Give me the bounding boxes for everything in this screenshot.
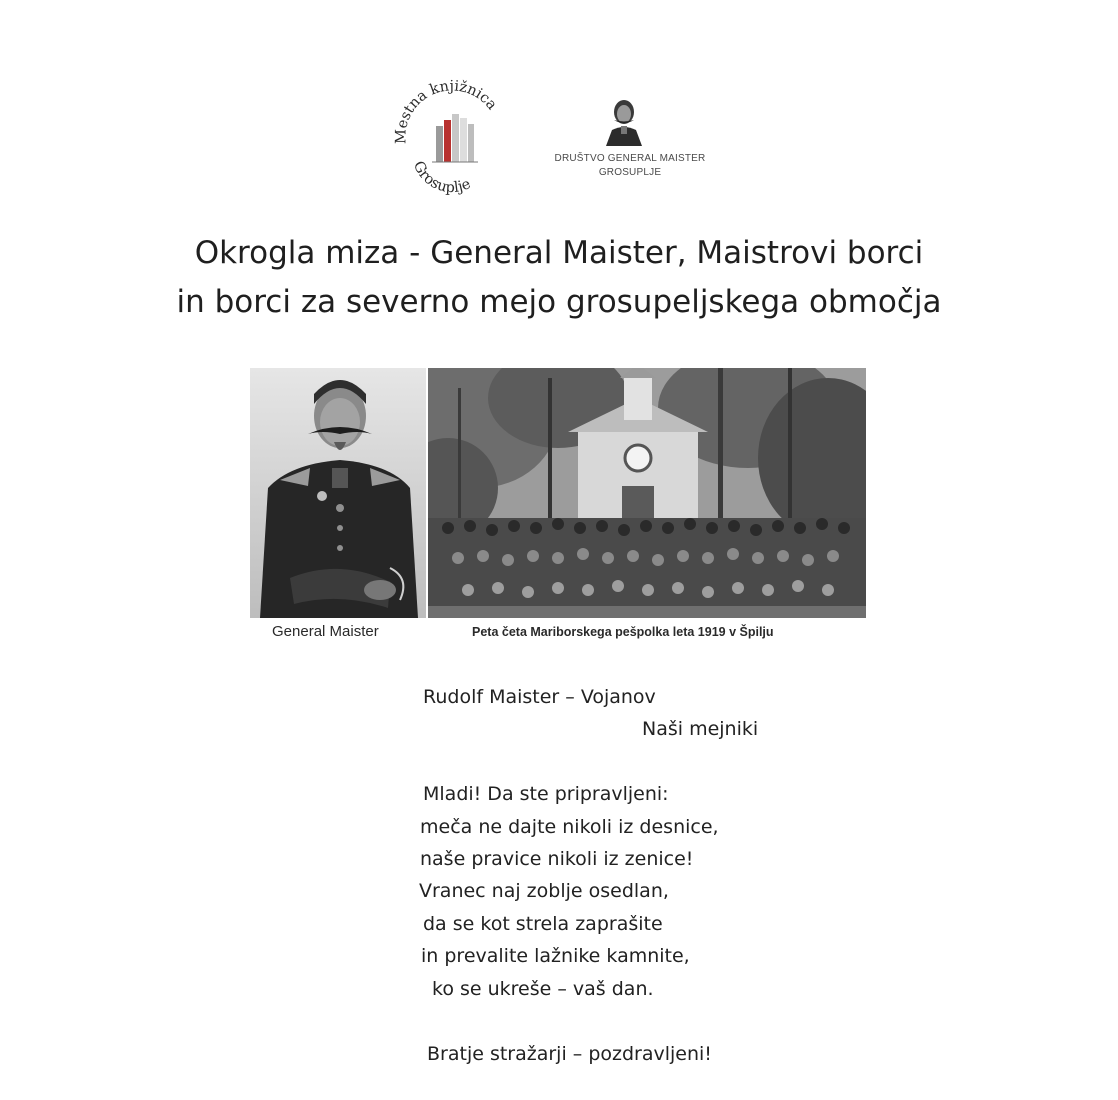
poem-line: da se kot strela zaprašite — [423, 913, 663, 935]
library-logo — [388, 78, 512, 196]
page-title-line-2: in borci za severno mejo grosupeljskega območja — [176, 284, 942, 320]
library-logo-arc-top: Mestna knjižnica — [393, 78, 500, 145]
poem-author: Rudolf Maister – Vojanov — [423, 686, 656, 708]
society-logo — [540, 92, 720, 188]
poem-line: meča ne dajte nikoli iz desnice, — [420, 816, 719, 838]
portrait-caption: General Maister — [272, 623, 379, 640]
company-group-photo — [428, 368, 866, 618]
poem-title: Naši mejniki — [642, 718, 759, 740]
poem-closing: Bratje stražarji – pozdravljeni! — [427, 1043, 712, 1065]
society-logo-town: GROSUPLJE — [598, 167, 662, 178]
maister-portrait-logo-icon — [602, 96, 646, 146]
society-logo-name: DRUŠTVO GENERAL MAISTER — [554, 153, 706, 164]
page-title-line-1: Okrogla miza - General Maister, Maistrovi borci — [194, 235, 924, 271]
poem-line: ko se ukreše – vaš dan. — [432, 978, 654, 1000]
general-maister-photo — [250, 368, 426, 618]
library-books-logo-icon — [388, 78, 512, 196]
poem-line: Vranec naj zoblje osedlan, — [419, 880, 669, 902]
poem-line: in prevalite lažnike kamnite, — [421, 945, 690, 967]
library-logo-red-book — [444, 120, 451, 162]
poem-line: naše pravice nikoli iz zenice! — [420, 848, 694, 870]
group-photo-caption: Peta četa Mariborskega pešpolka leta 1919 v Špilju — [472, 625, 774, 639]
poem-line: Mladi! Da ste pripravljeni: — [423, 783, 669, 805]
library-logo-arc-bottom: Grosuplje — [409, 158, 474, 196]
